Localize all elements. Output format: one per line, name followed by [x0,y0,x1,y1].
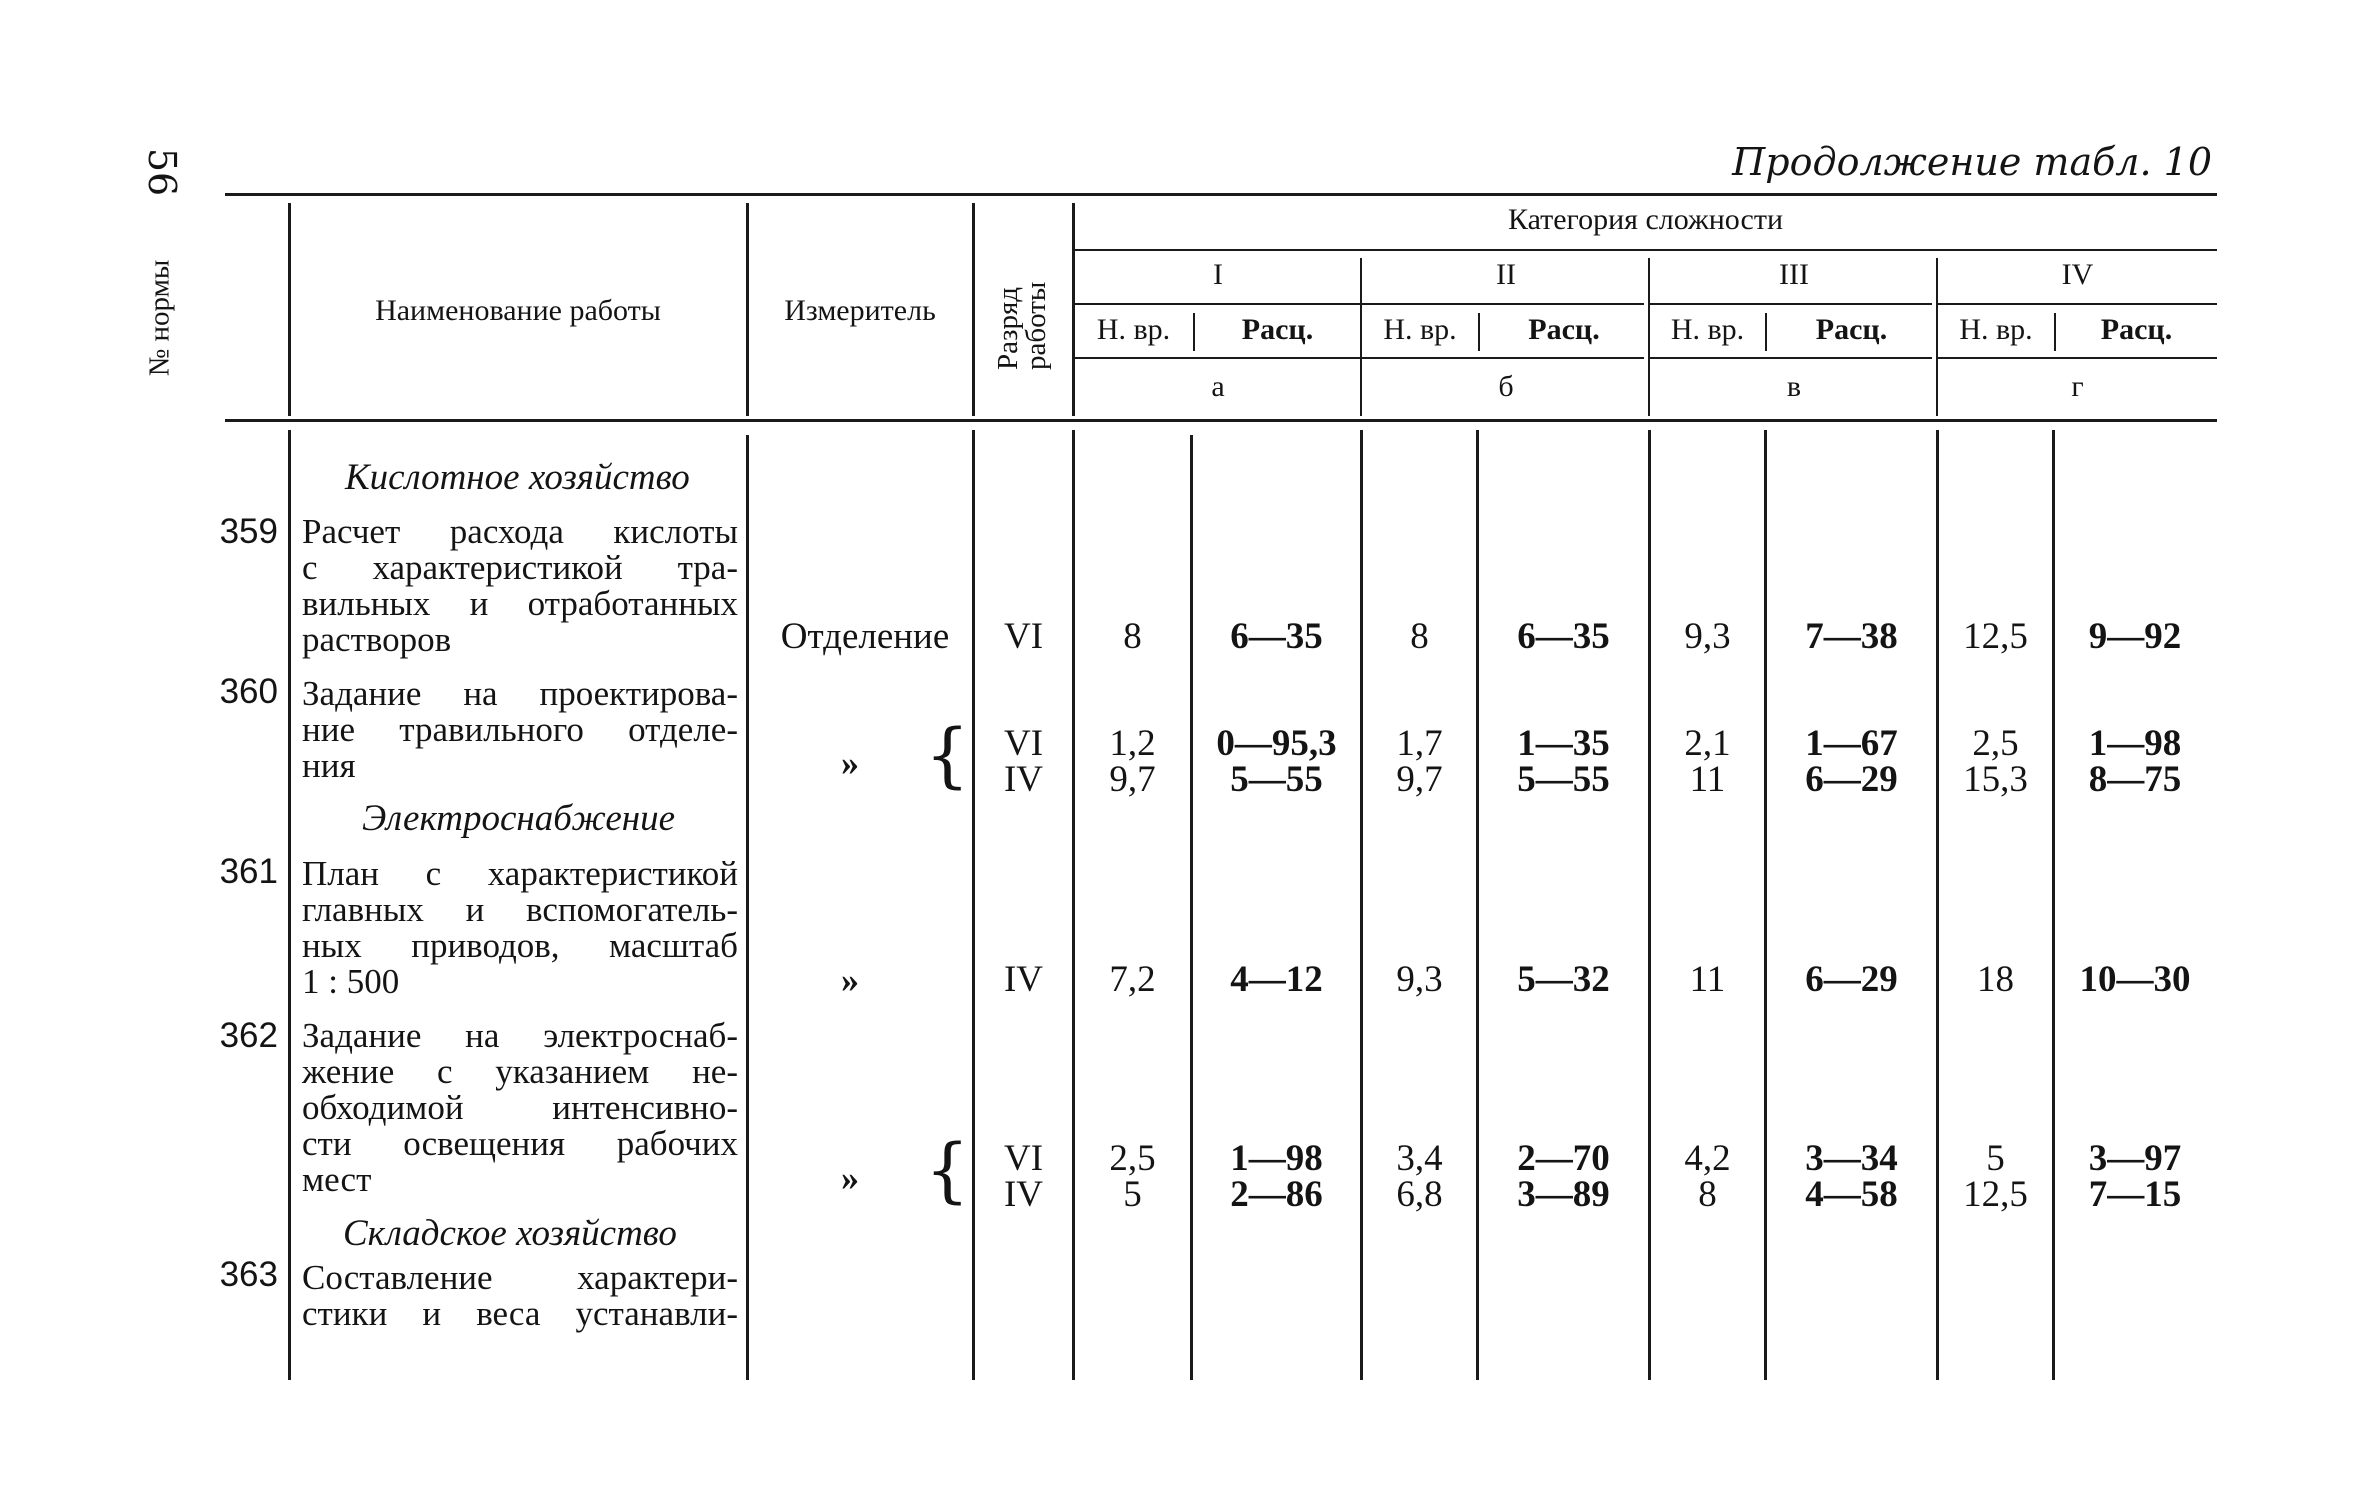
value-cell: 11 [1689,759,1726,800]
work-name-line: Расчет расхода кислоты [302,512,738,551]
value-cell: 6,8 [1396,1174,1443,1215]
value-cell: 15,3 [1963,759,2028,800]
work-name-line: растворов [302,620,452,659]
value-cell: 1,7 [1396,723,1443,764]
work-name-line: сти освещения рабочих [302,1124,738,1163]
work-name-line: главных и вспомогатель- [302,890,738,929]
value-cell: 8 [1123,616,1142,657]
rate-cell: 5—55 [1517,759,1610,800]
rule-under-complexity [1072,249,2217,251]
work-name-line: ние травильного отделе- [302,710,738,749]
sub-rate-ii: Расц. [1528,313,1600,346]
value-cell: 4,2 [1684,1138,1731,1179]
sub-time-ii: Н. вр. [1383,313,1457,346]
vline-b5 [1190,435,1193,1380]
rule-sub-iii [1650,357,1932,359]
section-storage: Складское хозяйство [343,1213,677,1254]
rule-cat-ii [1362,303,1644,305]
grade-cell: VI [1003,1138,1044,1179]
grade-cell: VI [1003,723,1044,764]
rate-cell: 3—89 [1517,1174,1610,1215]
value-cell: 7,2 [1109,959,1156,1000]
value-cell: 9,3 [1396,959,1443,1000]
rate-cell: 1—67 [1805,723,1898,764]
vline-b6 [1360,430,1363,1380]
vline-b2 [746,435,749,1380]
header-bottom-rule [225,419,2217,422]
rule-cat-iii [1650,303,1932,305]
rate-cell: 1—35 [1517,723,1610,764]
row-number: 362 [219,1016,278,1055]
value-cell: 2,1 [1684,723,1731,764]
table-continuation-caption: Продолжение табл. 10 [1732,140,2212,184]
brace-icon: { [925,1129,970,1211]
rate-cell: 7—15 [2088,1174,2182,1215]
row-number: 360 [219,672,278,711]
sub-time-i: Н. вр. [1096,313,1171,346]
value-cell: 2,5 [1972,723,2019,764]
letter-v: в [1786,370,1802,403]
work-name-line: Задание на проектирова- [302,674,738,713]
rate-cell: 10—30 [2079,959,2191,1000]
rule-sub-i [1072,357,1362,359]
row-number: 361 [219,852,278,891]
rate-cell: 1—98 [2088,723,2182,764]
work-name-line: стики и веса устанавли- [302,1294,738,1333]
rate-cell: 3—97 [2088,1138,2182,1179]
brace-icon: { [925,714,970,796]
vline-b9 [1764,430,1767,1380]
work-name-line: План с характеристикой [302,854,738,893]
rate-cell: 5—55 [1230,759,1323,800]
rate-cell: 4—12 [1230,959,1323,1000]
ditto-mark: » [841,1158,859,1198]
value-cell: 9,3 [1684,616,1731,657]
section-acid: Кислотное хозяйство [345,457,690,498]
top-rule [225,193,2217,196]
rule-sub-iv [1938,357,2217,359]
rule-sub-ii [1362,357,1644,359]
header-grade: Разряд работы [992,281,1052,370]
category-i: I [1213,258,1223,291]
category-iv: IV [2061,258,2094,291]
sub-rate-iv: Расц. [2100,313,2173,346]
category-iii: III [1779,258,1809,291]
vline-b1 [288,430,291,1380]
value-cell: 9,7 [1396,759,1443,800]
rate-cell: 6—29 [1805,959,1898,1000]
ditto-mark: » [841,960,859,1000]
value-cell: 12,5 [1963,1174,2028,1215]
work-name-line: 1 : 500 [302,962,400,1001]
rate-cell: 4—58 [1805,1174,1898,1215]
header-norm-no: № нормы [143,259,176,377]
letter-g: г [2071,370,2084,403]
work-name-line: жение с указанием не- [302,1052,738,1091]
grade-cell: IV [1003,1174,1044,1215]
letter-a: а [1211,370,1225,403]
value-cell: 2,5 [1109,1138,1156,1179]
rate-cell: 7—38 [1805,616,1898,657]
category-ii: II [1496,258,1516,291]
value-cell: 11 [1689,959,1726,1000]
vline-b10 [1936,430,1939,1380]
header-unit: Измеритель [784,294,936,327]
vline-b4 [1072,430,1075,1380]
work-name-line: обходимой интенсивно- [302,1088,738,1127]
value-cell: 9,7 [1109,759,1156,800]
row-number: 359 [219,512,278,551]
letter-b: б [1498,370,1514,403]
rate-cell: 6—35 [1230,616,1323,657]
sub-time-iv: Н. вр. [1959,313,2033,346]
value-cell: 18 [1977,959,2014,1000]
work-name-line: мест [302,1160,372,1199]
header-complexity: Категория сложности [1507,203,1784,236]
vline-b3 [972,430,975,1380]
value-cell: 8 [1410,616,1429,657]
sub-rate-iii: Расц. [1815,313,1888,346]
rate-cell: 3—34 [1805,1138,1898,1179]
sub-rate-i: Расц. [1241,313,1314,346]
work-name-line: вильных и отработанных [302,584,738,623]
rate-cell: 0—95,3 [1216,723,1337,764]
header-work-name: Наименование работы [375,294,661,327]
rate-cell: 1—98 [1230,1138,1323,1179]
sub-time-iii: Н. вр. [1670,313,1745,346]
rate-cell: 6—35 [1517,616,1610,657]
vline-b7 [1476,430,1479,1380]
work-name-line: с характеристикой тра- [302,548,738,587]
rate-cell: 2—86 [1230,1174,1323,1215]
page-number: 56 [140,147,185,197]
work-name-line: ния [302,746,356,785]
vline-b11 [2052,430,2055,1380]
value-cell: 1,2 [1109,723,1156,764]
grade-cell: IV [1003,959,1044,1000]
rate-cell: 6—29 [1805,759,1898,800]
work-name-line: Задание на электроснаб- [302,1016,738,1055]
value-cell: 5 [1123,1174,1142,1215]
value-cell: 12,5 [1963,616,2028,657]
grade-cell: IV [1003,759,1044,800]
rate-cell: 8—75 [2088,759,2182,800]
vline-b8 [1648,430,1651,1380]
rule-cat-iv [1938,303,2217,305]
section-power: Электроснабжение [362,798,676,839]
value-cell: 8 [1698,1174,1717,1215]
value-cell: 5 [1986,1138,2005,1179]
work-name-line: ных приводов, масштаб [302,926,738,965]
rule-cat-i [1072,303,1362,305]
rate-cell: 5—32 [1517,959,1610,1000]
value-cell: 3,4 [1396,1138,1443,1179]
vline-h3 [972,203,975,416]
grade-cell: VI [1003,616,1044,657]
rate-cell: 2—70 [1517,1138,1610,1179]
work-name-line: Составление характери- [302,1258,738,1297]
unit-cell: Отделение [780,616,950,657]
ditto-mark: » [841,743,859,783]
rate-cell: 9—92 [2088,616,2182,657]
row-number: 363 [219,1255,278,1294]
